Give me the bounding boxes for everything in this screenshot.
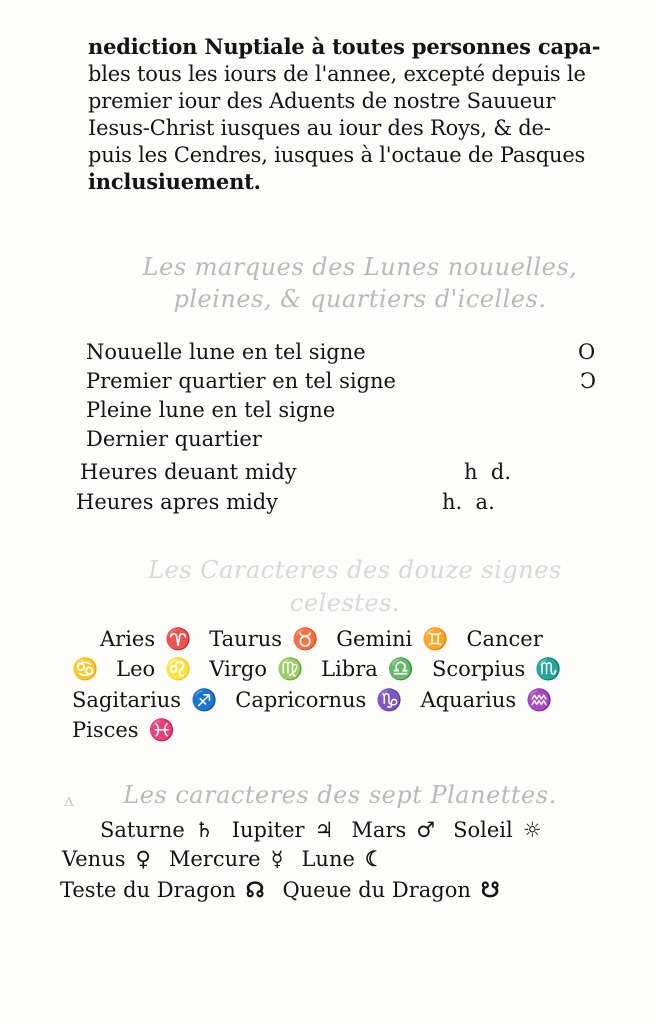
sign-name: Pisces [72, 718, 139, 742]
sign-name: Taurus [209, 627, 283, 651]
moon-mark-row [80, 458, 657, 486]
planet-section-heading: Les caracteres des sept Planettes. [123, 781, 557, 809]
planet-line [62, 845, 402, 873]
paragraph-line: nediction Nuptiale à toutes personnes capa- [88, 34, 601, 59]
sun-icon: ☼ [522, 817, 542, 842]
paragraph-line: premier iour des Aduents de nostre Sauueur [88, 89, 556, 113]
sign-name: Virgo [209, 657, 267, 681]
leo-icon: ♌ [165, 656, 192, 681]
mars-icon: ♂ [416, 817, 436, 842]
moon-mark-label: Nouuelle lune en tel signe [86, 340, 366, 364]
jupiter-icon: ♃ [314, 817, 334, 842]
first-quarter-icon: Ↄ [580, 369, 597, 393]
sign-name: Gemini [336, 627, 413, 651]
zodiac-line [72, 655, 579, 683]
sign-name: Aries [100, 627, 156, 651]
zodiac-section-heading: Les Caracteres des douze signes [148, 556, 562, 584]
moon-mark-row [86, 425, 657, 453]
moon-mark-row [76, 488, 657, 516]
pisces-icon: ♓ [148, 717, 175, 742]
planet-name: Lune [301, 847, 355, 871]
moon-icon: ☾ [364, 846, 384, 871]
moon-mark-label: Heures apres midy [76, 490, 279, 514]
aries-icon: ♈ [165, 626, 192, 651]
paragraph-line: inclusiuement. [88, 169, 261, 194]
venus-icon: ♀ [135, 846, 151, 871]
planet-name: Queue du Dragon [282, 878, 471, 902]
hour-mark: h d. [464, 460, 511, 484]
paragraph-line: bles tous les iours de l'annee, excepté depuis le [88, 62, 586, 86]
moon-mark-label: Premier quartier en tel signe [86, 369, 396, 393]
planet-name: Teste du Dragon [60, 878, 236, 902]
capricorn-icon: ♑ [376, 687, 403, 712]
planet-name: Saturne [100, 818, 185, 842]
scorpio-icon: ♏ [535, 656, 562, 681]
planet-line [100, 816, 560, 844]
moon-mark-label: Pleine lune en tel signe [86, 398, 336, 422]
planet-name: Venus [62, 847, 126, 871]
planet-name: Mercure [168, 847, 261, 871]
planet-name: Mars [351, 818, 407, 842]
sagittarius-icon: ♐ [191, 687, 218, 712]
planet-line [60, 876, 518, 904]
zodiac-line [72, 716, 193, 744]
moon-mark-row [86, 338, 657, 366]
zodiac-section-heading: celestes. [289, 589, 401, 617]
moon-mark-row [86, 396, 657, 424]
planet-name: Iupiter [231, 818, 305, 842]
moon-mark-label: Dernier quartier [86, 427, 262, 451]
zodiac-line [72, 686, 570, 714]
zodiac-line [100, 625, 553, 653]
sign-name: Cancer [466, 627, 543, 651]
sign-name: Libra [321, 657, 378, 681]
mercury-icon: ☿ [270, 846, 284, 871]
planet-name: Soleil [453, 818, 513, 842]
saturn-icon: ♄ [194, 817, 214, 842]
sign-name: Sagitarius [72, 688, 182, 712]
moon-section-heading: Les marques des Lunes nouuelles, [142, 253, 578, 281]
sign-name: Capricornus [235, 688, 367, 712]
moon-mark-row [86, 367, 657, 395]
moon-section-heading: pleines, & quartiers d'icelles. [173, 285, 547, 313]
paragraph-line: Iesus-Christ iusques au iour des Roys, & de- [88, 116, 551, 140]
sign-name: Leo [116, 657, 156, 681]
stray-mark: ʌ [64, 790, 75, 811]
virgo-icon: ♍ [276, 656, 304, 681]
libra-icon: ♎ [387, 656, 414, 681]
moon-mark-label: Heures deuant midy [80, 460, 297, 484]
new-moon-icon: O [578, 340, 596, 364]
hour-mark: h. a. [442, 490, 495, 514]
dragon-head-icon: ☊ [245, 877, 265, 902]
aquarius-icon: ♒ [526, 687, 553, 712]
taurus-icon: ♉ [292, 626, 319, 651]
cancer-icon: ♋ [72, 656, 99, 681]
sign-name: Scorpius [431, 657, 526, 681]
paragraph-line: puis les Cendres, iusques à l'octaue de Pasques [88, 143, 586, 167]
sign-name: Aquarius [420, 688, 517, 712]
gemini-icon: ♊ [422, 626, 449, 651]
dragon-tail-icon: ☋ [480, 877, 500, 902]
